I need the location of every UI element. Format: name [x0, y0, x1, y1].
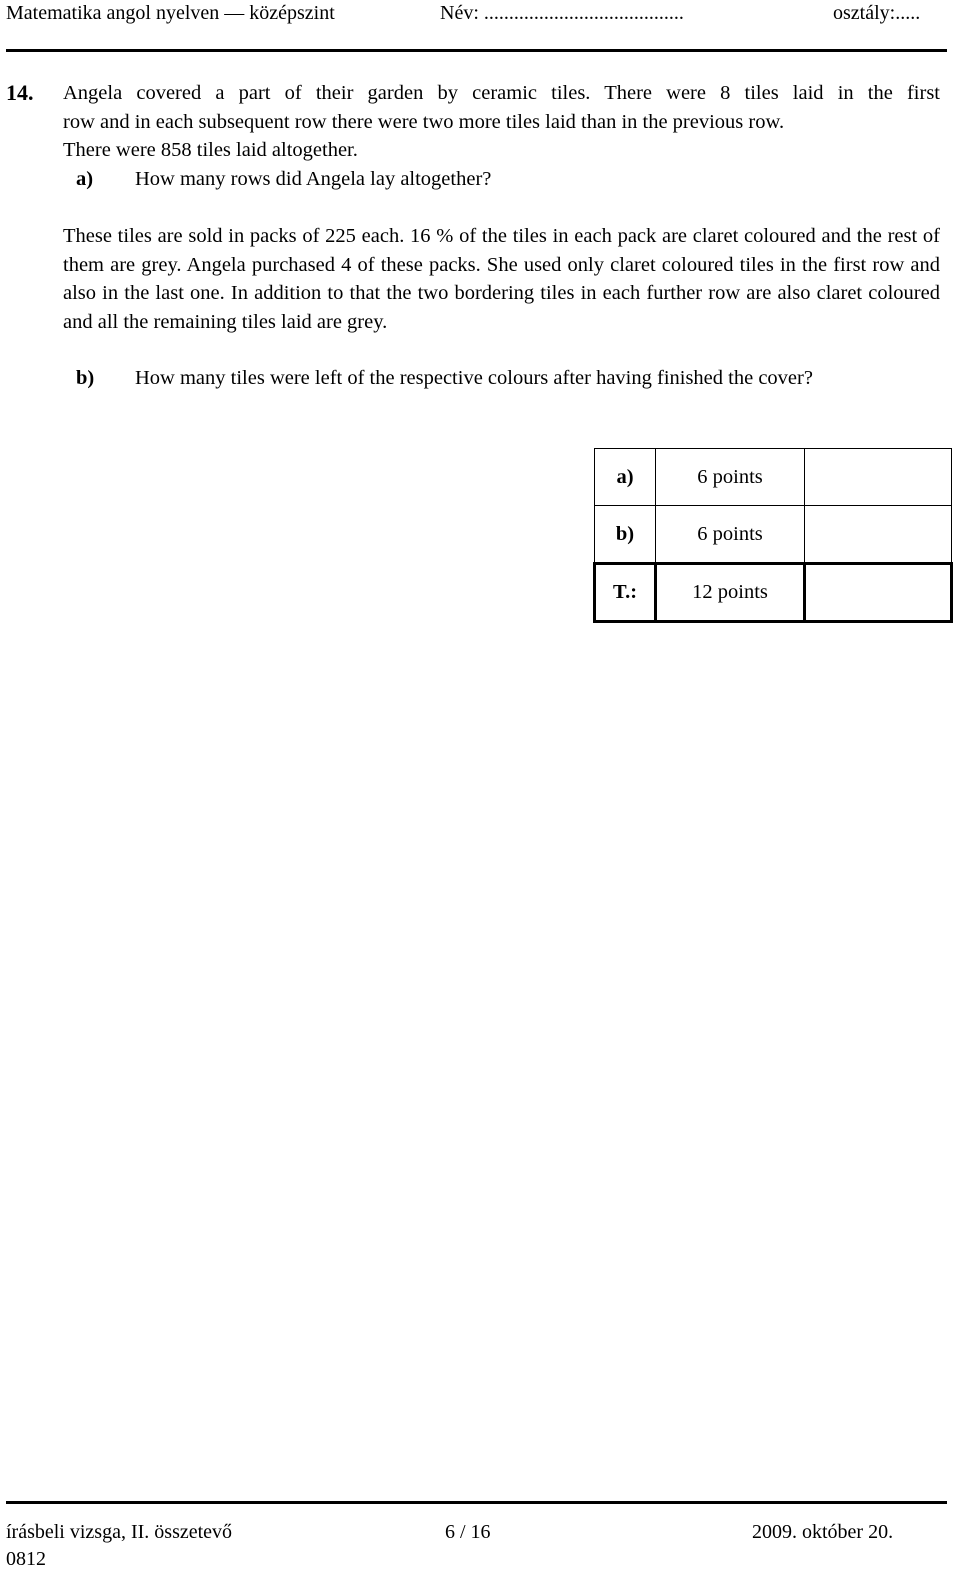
- part-b-label: b): [76, 367, 95, 389]
- problem-intro: [63, 79, 940, 165]
- points-label: b): [595, 506, 656, 564]
- problem-context: These tiles are sold in packs of 225 each. 16 % of the tiles in each pack are claret coloured and the rest of them are grey. Angela purchased 4 of these packs. She used only claret coloured tiles in the first row and also in the last one. In addition to that the two bordering tiles in each further row are also claret coloured and all the remaining tiles laid are grey.: [63, 225, 940, 333]
- intro-line: Angela covered a part of their garden by ceramic tiles. There were 8 tiles laid in the first: [63, 82, 940, 104]
- points-row-total: [595, 564, 952, 622]
- intro-line: There were 858 tiles laid altogether.: [63, 139, 358, 162]
- score-cell: [805, 506, 952, 564]
- points-row-b: [595, 506, 952, 564]
- points-label: T.:: [595, 564, 656, 622]
- header-class-field: osztály:.....: [833, 2, 921, 24]
- part-a-label: a): [76, 168, 94, 190]
- header-rule: [6, 49, 947, 52]
- points-value: 12 points: [656, 564, 805, 622]
- points-label: a): [595, 449, 656, 506]
- header-subject: Matematika angol nyelven — középszint: [6, 2, 335, 24]
- part-a-question: How many rows did Angela lay altogether?: [135, 168, 492, 190]
- header-name-field: Név: ........................................: [440, 2, 684, 24]
- footer-rule: [6, 1501, 947, 1504]
- intro-line: row and in each subsequent row there were two more tiles laid than in the previous row.: [63, 110, 785, 133]
- score-cell: [805, 449, 952, 506]
- problem-number: 14.: [6, 80, 34, 105]
- footer-page-number: 6 / 16: [445, 1521, 491, 1543]
- score-cell: [805, 564, 952, 622]
- part-b-question: How many tiles were left of the respective colours after having finished the cover?: [135, 367, 813, 389]
- points-value: 6 points: [656, 506, 805, 564]
- points-value: 6 points: [656, 449, 805, 506]
- footer-code: 0812: [6, 1548, 46, 1570]
- footer-exam: írásbeli vizsga, II. összetevő: [6, 1521, 233, 1543]
- points-table: [593, 448, 953, 623]
- points-row-a: [595, 449, 952, 506]
- footer-date: 2009. október 20.: [752, 1521, 894, 1543]
